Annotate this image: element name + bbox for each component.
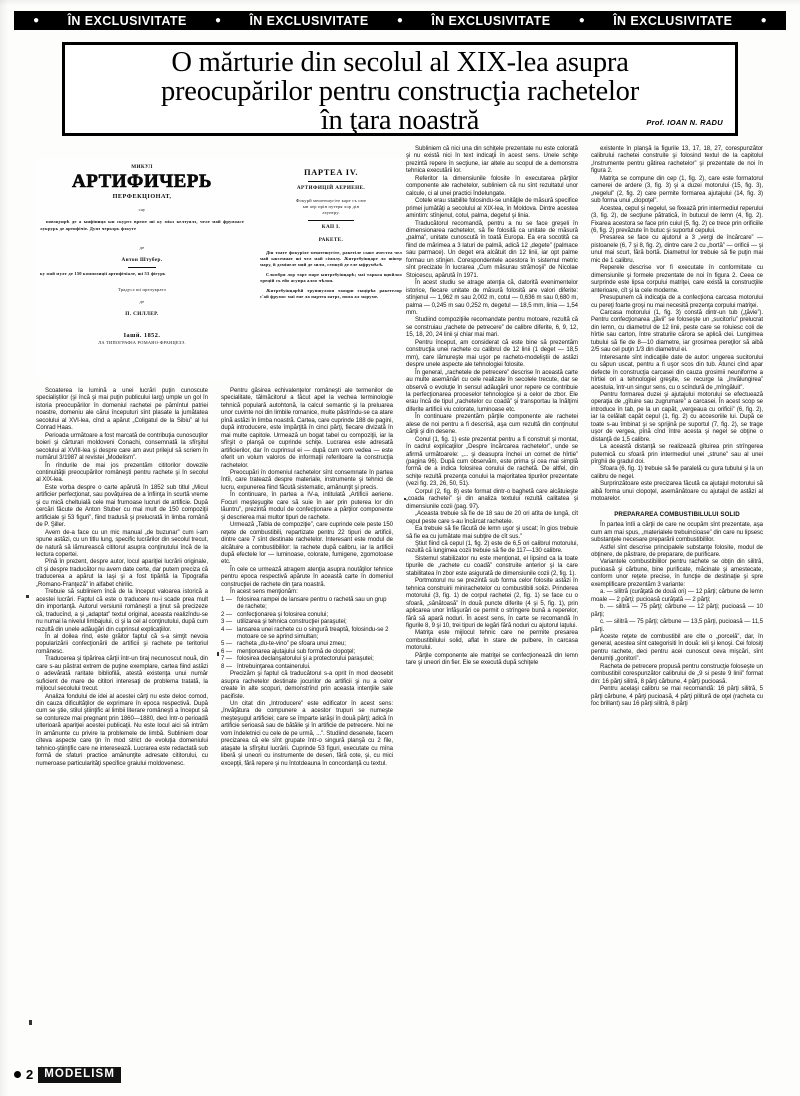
- footer-bullet-icon: [14, 1071, 21, 1078]
- article-paragraph: existente în planşă la figurile 13, 17, 18, 27, corespunzător calibrului rachetei construite şi folosind textul de la capitolul „Instrumente pentru gătirea rachetelor” şi prezentate de noi în figura 2.: [591, 146, 763, 175]
- facsimile-connector: сау: [138, 207, 146, 212]
- list-item-text: menţionarea ajutajului sub formă de clopoţel;: [237, 648, 356, 655]
- article-list-item: [221, 649, 393, 656]
- article-paragraph: Carcasa motorului (1, fig. 3) constă dintr-un tub („ţăvie”). Pentru confecţionarea „ţăvii” se foloseşte un „sucitorîu” prelucrat din lemn, cu diametrul de 12 linii, peste care se roluiesc coli de hîrtie sau carton, între straturile cărora se aplică clei. Lungimea tubului să fie de 8—10 diametre, iar grosimea pereţilor să aibă 2/5 sau cel puţin 1/3 din diametrul ei.: [591, 309, 763, 354]
- facsimile-chapter-para: Ѫнтребуінцарѣй трупшулоои таоцри гыцірѣа ракетелор с'ай фрумос маі ене ла партеа ѳатрэ, пома ал зыруме.: [260, 287, 402, 300]
- article-paragraph: În acest studiu se atrage atenţia că, datorită evenimentelor istorice, fiecare unitate de măsură folosită are valori diferite: stînjenul — 1,962 m sau 2,002 m, cotul — 0,636 m sau 0,680 m, palma — 0,245 m sau 0,252 m, degetul — 18,5 mm, linia — 1,54 mm.: [406, 280, 578, 316]
- scan-edge-shadow: [0, 0, 8, 1096]
- banner-text: ÎN EXCLUSIVITATE: [613, 13, 733, 28]
- facsimile-chapter-para: Дін тоате фокуріле мештешугіте, ракетіле сынт ачестеа чел май ынсемнат ші чел май сімплу. Ѫнтребуінцаре ло шінтр мару, й дэмінеле мяй де зилм, семнуй де еле ыфрумѣсѣ.: [260, 249, 402, 268]
- scan-edge-shadow-top: [0, 0, 800, 6]
- article-paragraph: Reperele descrise vor fi executate în conformitate cu dimensiunile şi formele prezentate de noi în figura 2. Ceea ce surprinde este lipsa corpului matriţei, care există la construcţiile anterioare, cît şi la cele moderne.: [591, 265, 763, 294]
- facsimile-chapter-title: РАКЕТЕ.: [318, 236, 344, 243]
- article-paragraph: Portmotorul nu se prezintă sub forma celor folosite astăzi în tehnica construirii minirachetelor cu combustibili solizi. Prinderea motorului (3, fig. 1) de corpul rachetei (2, fig. 1) se face cu o sfoară, „sănătoasă” în două puncte diferite (4 şi 5, fig. 1), prin aplicarea unor înfăşurări ce permit o strîngere bună a reperelor, fără să apară noduri. În acest sens, în carte se recomandă în figurile 8, 9 şi 10, trei tipuri de legări fără noduri cu ajutorul laţului.: [406, 578, 578, 629]
- facsimile-pretitle: МИКУЛ: [131, 164, 153, 170]
- article-paragraph: Preocupări în domeniul rachetelor sînt consemnate în partea întîi, care tratează despre materiale, instrumente şi tehnici de lucru, expunerea fiind făcută sistematic, amănunţit şi precis.: [221, 469, 393, 491]
- facsimile-printer: ЛА ТИПОГРАФІА РОМАНО-ФРАНЦЕЗЭ.: [98, 340, 186, 346]
- facsimile-city-year: Іашй. 1852.: [123, 332, 161, 340]
- facsimile-title-page: [36, 158, 248, 380]
- article-paragraph: Matriţa este mijlocul tehnic care ne permite presarea combustibilului solid, aflat în stare de pulbere, în carcasa motorului.: [406, 630, 578, 652]
- article-list-item: [221, 612, 393, 619]
- list-item-number: 4 —: [221, 626, 232, 633]
- article-paragraph: Sfoara (6, fig. 1) trebuie să fie paralelă cu gura tubului şi la un calibru de negel.: [591, 466, 763, 480]
- facsimile-part-heading: ПАРТЕА IV.: [303, 167, 359, 177]
- article-paragraph: Aceste reţete de combustibil are clte o „porcelă”, dar, în general, acestea sînt categorisiti în două: ieli şi lenoşi. Cei folosiţi pentru rachete, deci pentru acei cunoscut ceva mişcări, sînt denumiţi „gonitori”.: [591, 634, 763, 663]
- article-paragraph: Variantele combustibililor pentru rachete se obţin din silitră, pucioasă şi cărbune, bine purificate, măcinate şi amestecate, conform unor reţete precise, în funcţie de destinaţie şi spre exemplificare prezentăm 3 variante:: [591, 559, 763, 588]
- scan-speck: [217, 652, 219, 656]
- list-item-number: 5 —: [221, 641, 232, 648]
- facsimile-section-sub-3: лэунтру.: [322, 210, 340, 216]
- facsimile-blurb: [36, 219, 248, 232]
- facsimile-author: Антон Штубер.: [121, 257, 163, 264]
- facsimile-chapter-page: [248, 158, 406, 380]
- article-paragraph: Urmează „Tabla de compoziţie”, care cuprinde cele peste 150 reţete de combustibili, repartizate pentru 22 tipuri de artificii, dintre care 7 sînt destinate rachetelor. Interesant este modul de alcătuire a combustibililor: la rachete după calibru, iar la artificii după efectele lor — luminoase, colorate, fumigene, zgomotoase etc.: [221, 522, 393, 566]
- page-footer: [14, 1067, 121, 1084]
- article-paragraph: Matriţa se compune din cep (1, fig. 2), care este formatorul camerei de ardere (3, fig. 3) şi a duzei motorului (15, fig. 3), „negelul” (2, fig. 2) care permite formarea ajutajului (14, fig. 3) sub forma unui „clopoţel”.: [591, 175, 763, 205]
- article-paragraph: Pînă în prezent, despre autor, locul apariţiei lucrării originale, cît şi despre traducător nu avem date certe, dar putem preciza că traducerea a apărut la Iaşi şi a fost tipărită la Tipografia „Romano-Franţeză” în alfabet chirilic.: [36, 559, 208, 588]
- article-paragraph: Presarea se face cu ajutorul a 3 „vergi de încărcare” — pistoanele (6, 7 şi 8, fig. 2), dintre care 2 cu „bortă” — orificii — şi unul mai scurt, fără bortă. Diametrul lor trebuie să fie puţin mai mic de 1 calibru.: [591, 235, 763, 264]
- article-paragraph: Subliniem că nici una din schiţele prezentate nu este colorată şi nu există nici în text indicaţii în acest sens. Unele schiţe prezintă repere în secţiune, iar altele au scopul de a demonstra tehnica executării lor.: [406, 146, 578, 175]
- article-paragraph: Avem de-a face cu un mic manual „de buzunar” cum i-am spune astăzi, cu un titlu lung, specific lucrărilor din secolul trecut, de natură să lămurească cititorul asupra conţinutului încă de la lectura copertei.: [36, 529, 208, 558]
- facsimile-section-sub-1: Фокурй мештешугіте каре съ сюе: [295, 198, 367, 203]
- facsimile-blurb-text: повэцуирѣ де а ынфіинца ын скуртэ време ші ку мікэ келтуялэ, челе май фрумоасе лукрурь де артифічіе. Дупэ черкэрь фэкуте: [40, 219, 244, 231]
- article-column-4: [591, 146, 763, 709]
- article-paragraph: Studiind compoziţiile recomandate pentru motoare, rezultă că se construiau „rachete de petrecere” de calibre diferite, 6, 9, 12, 15, 18, 20, 24 linii şi chiar mai mari.: [406, 317, 578, 339]
- list-item-text: racheta „du-te-vino” pe sfoara unui zmeu;: [237, 641, 346, 648]
- article-list-item: [221, 619, 393, 626]
- list-item-text: confecţionarea şi folosirea conului;: [237, 611, 328, 618]
- facsimile-credit: [36, 271, 248, 277]
- headline-line-3: în ţara noastră: [320, 105, 480, 136]
- article-list-item: [221, 627, 393, 642]
- article-column-1: [36, 388, 208, 768]
- section-subheading: PREPARAREA COMBUSTIBILULUI SOLID: [614, 510, 740, 518]
- article-paragraph: Pentru găsirea echivalenţelor româneşti ale termenilor de specialitate, tălmăcitorul a făcut apel la vechea terminologie tehnică populară autohtonă, la calcul semantic şi la preluarea unor cuvinte noi din limbile romanice, multe păstrîndu-se ca atare pînă astăzi în limba noastră. Cartea, care cuprinde 188 de pagini, după introducere, este împărţită în cinci părţi, fiecare divizată în mai multe capitole. Urmează un bogat tabel cu compoziţii, iar la sfîrşit o planşă ce cuprinde schiţe. Lucrarea este adresată artificierilor, dar în cuprinsul ei — după cum vom vedea — este oferit un volum valoros de informaţii referitoare la construcţia rachetelor.: [221, 388, 393, 469]
- article-paragraph: În partea întîi a cărţii de care ne ocupăm sînt prezentate, aşa cum am mai spus, „materialele trebuincioase” din care nu lipsesc substanţele necesare preparării combustibililor.: [591, 522, 763, 544]
- article-list-item: [221, 641, 393, 648]
- article-paragraph: La această distanţă se realizează gîtuirea prin strîngerea puternică cu sfoară prin intermediul unei „strune” sau al unei pîrghii de gradul doi.: [591, 444, 763, 466]
- list-item-text: întrebuinţarea containerului.: [237, 663, 311, 670]
- article-column-2: [221, 388, 393, 768]
- article-paragraph: Ea trebuie să fie făcută de lemn uşor şi uscat; în gios trebuie să fie ea cu jumătate mai subţire de cît sus.”: [406, 526, 578, 540]
- article-paragraph: Sistemul stabilizator nu este menţionat, el lipsind ca la toate tipurile de „rachete cu coadă” construite anterior şi la care stabilitatea în zbor este asigurată de dimensiunile cozii (2, fig. 1).: [406, 555, 578, 577]
- banner-text: ÎN EXCLUSIVITATE: [67, 13, 187, 28]
- facsimile-section-sub-2: ын аер прін путеря лор дін: [302, 204, 360, 210]
- facsimile-chapter-body: [256, 250, 406, 301]
- article-paragraph: Cotele erau stabilite folosindu-se unităţile de măsură specifice primei jumătăţi a secolului al XIX-lea, în Moldova. Dintre acestea amintim: stînjenul, cotul, palma, degetul şi linia.: [406, 198, 578, 220]
- article-paragraph: În general, „rachetele de petrecere” descrise în această carte au multe asemănări cu cele realizate în secolele trecute, dar se observă o evoluţie în sensul adăugării unor repere ce contribuie la perfecţionarea proceselor tehnologice şi a celor de zbor. Ele erau încă de tipul „rachetelor cu coadă” şi transportau la înălţimi diferite artificii viu colorate, luminoase etc.: [406, 369, 578, 413]
- article-paragraph: Perioada următoare a fost marcată de contribuţia cunoscuţilor boieri şi cărturari moldoveni Conachi, consemnată la sfîrşitul secolului al XVIII-lea şi despre care am avut prilejul să scriem în numărul 3/1987 al revistei „Modelism”.: [36, 432, 208, 462]
- article-paragraph: Conul (1, fig. 1) este prezentat pentru a fi construit şi montat, în cadrul explicaţiilor „Despre încărcarea rachetelor”, unde se afirmă următoarele: „... şi deasupra închei un cornet de hîrtie” (pagina 96). După cum observăm, este prima şi cea mai simplă formă de a indica folosirea conului de rachetă. De altfel, din schiţe rezultă prezenţa conului la majoritatea tipurilor prezentate (vezi fig. 23, 26, 50, 51).: [406, 436, 578, 488]
- article-paragraph: Ştiut fiind că cepul (1, fig. 2) este de 6,5 ori calibrul motorului, rezultă că lungimea cozii trebuie să fie de 117—130 calibre.: [406, 541, 578, 555]
- headline-line-1: O mărturie din secolul al XIX-lea asupra: [171, 47, 629, 78]
- article-paragraph: Un citat din „Introducere” este edificator în acest sens: „învăţătura de compunere a acestor trupuri se numeşte meşteşugul artificiei; care se împarte iarăşi în două părţi; adică în artificie serioasă sau de bătălie şi în artificie de petrecere. Noi ne vom îndeletnici cu cele de pe urmă, ...”. Studiind desenele, facem precizarea că ele sînt grupate într-o singură planşă cu 2 file, ataşate la sfîrşitul lucrării. Cuprinde 53 figuri, executate cu mîna liberă şi uneori cu instrumente de desen, fără cote, şi, cu mici excepţii, fără repere şi nu întotdeauna în concordanţă cu textul.: [221, 701, 393, 767]
- article-paragraph: În cele ce urmează atragem atenţia asupra noutăţilor tehnice pentru epoca respectivă apărute în această carte în domeniul construcţiei de rachete din ţara noastră.: [221, 566, 393, 588]
- facsimile-translator-by: де: [139, 298, 145, 304]
- list-item-text: lansarea unei rachete cu o singură treaptă, folosindu-se 2 motoare ce se aprind simultan;: [237, 626, 389, 640]
- banner-bullet-icon: ●: [396, 14, 403, 26]
- facsimile-translated-label: Традусэ ші прелукратэ: [118, 286, 166, 292]
- article-paragraph: b. — silitră — 75 părţi; cărbune — 12 părţi; pucioasă — 10 părţi;: [591, 604, 763, 618]
- scan-speck: [26, 595, 29, 598]
- list-item-text: utilizarea şi tehnica construcţiei paraşutei;: [237, 619, 347, 626]
- facsimile-section-heading: АРТИФИЦІЙ АЕРИЕНЕ.: [296, 185, 366, 191]
- page-number: 2: [26, 1067, 34, 1083]
- list-item-number: 8 —: [221, 663, 232, 670]
- article-paragraph: Presupunem că indicaţia de a confecţiona carcasa motorului cu pereţi foarte groşi nu mai necesită prezenţa corpului matriţei.: [591, 295, 763, 309]
- list-item-number: 3 —: [221, 619, 232, 626]
- banner-bullet-icon: ●: [760, 14, 767, 26]
- scan-speck: [29, 1020, 32, 1025]
- article-paragraph: Pentru formarea duzei şi ajutajului motorului se efectuează operaţia de „gîtuire sau zugrumare” a carcasei. În acest scop se introduce în tab, pe la un capăt, „vergeaua cu orificii” (6, fig. 2), iar la celălalt capăt cepul (1, fig. 2) cu accesoriile lui. După ce toate s-au îmbinat şi se sprijină pe suportul (7, fig. 2), se trage uşor de vergea, pînă cînd între acesta şi negel se obţine o distanţă de 1,5 calibre.: [591, 391, 763, 443]
- banner-text: ÎN EXCLUSIVITATE: [431, 13, 551, 28]
- facsimile-chapter-para: Сломбря лор таре маре ынтребуінцарѣ; маі таркоа щюйлоо трецій съ ейо асупра алоо чѣлои.: [260, 271, 402, 284]
- article-byline: Prof. IOAN N. RADU: [646, 118, 723, 127]
- article-column-3: [406, 146, 578, 668]
- article-paragraph: Scoaterea la lumină a unei lucrări puţin cunoscute specialiştilor (şi încă şi mai puţin publicului larg) umple un gol în istoria preocupărilor în domeniul rachetei pe pămîntul patriei noastre, domeniu ale cărui începuturi sînt plasate la jumătatea secolului al XVI-lea, cînd a apărut „Coligatul de la Sibiu” al lui Conrad Haas.: [36, 388, 208, 432]
- article-paragraph: c. — silitră — 75 părţi; cărbune — 13,5 părţi, pucioasă — 11,5 părţi.: [591, 619, 763, 633]
- facsimile-subtitle: ПЕРФЕКЦІОНАТ,: [112, 193, 172, 200]
- article-paragraph: În al doilea rînd, este grăitor faptul că s-a simţit nevoia popularizării confecţionării de artificii şi rachete pe teritoriul românesc.: [36, 633, 208, 655]
- article-paragraph: Traducerea şi tipărirea cărţii într-un tiraj necunoscut nouă, din care s-au păstrat extrem de puţine exemplare, cartea fiind astăzi o adevărată raritate bibliofilă, atestă existenţa unui număr suficient de mare de cititori interesaţi de problema tratată, la mijlocul secolului trecut.: [36, 656, 208, 693]
- article-paragraph: În continuare prezentăm părţile componente ale rachetei alese de noi pentru a fi descrisă, aşa cum rezultă din conţinutul cărţii şi din desene.: [406, 414, 578, 436]
- article-paragraph: Traducătorul recomandă, pentru a nu se face greşeli în dimensionarea rachetelor, să fie folosită ca unitate de măsură „palma”, unitate cunoscută în toată Europa. Ea era socotită ca fiind de mărimea a 3 laturi de palmă, adică 12 „degete” (palmace sau parmace). Un deget era alcătuit din 12 linii, iar opt palme formau un stînjen. Corespondentele acestora în sistemul metric sînt precizate în lucrarea „Cum măsurau strămoşii” de Nicolae Stoicescu, apărută în 1971.: [406, 220, 578, 279]
- banner-bullet-icon: ●: [215, 14, 222, 26]
- article-paragraph: Acestea, cepul şi negelul, se fixează prin intermediul reperului (3, fig. 2), de secţiune pătratică, în butucul de lemn (4, fig. 2). Fixarea acestora se face prin cuiul (5, fig. 2) ce trece prin orificiile (6, fig. 2) prevăzute în butuc şi suportul cepului.: [591, 205, 763, 234]
- article-list-item: [221, 597, 393, 612]
- article-paragraph: Analiza fondului de idei al acestei cărţi nu este deloc comod, din cauza dificultăţilor de exprimare în epoca respectivă. După cum se ştie, stilul ştiinţific al limbii literare româneşti a început să se contureze mai pregnant prin 1860—1880, deci într-o perioadă ulterioară apariţiei acestei publicaţii. Nu este locul aici să intrăm în amănunte cu privire la problemele de limbă. Subliniem doar cîteva aspecte care ţin în mod strict de evoluţia domeniului tehnico-ştiinţific care ne interesează. Lucrarea este redactată sub formă de sfaturi practice amănunţite adresate cititorului, cu numeroase particularităţi specifice graiului moldovenesc.: [36, 693, 208, 767]
- article-paragraph: În acest sens menţionăm:: [230, 589, 298, 596]
- facsimile-translator: П. СИЛЛЕР.: [125, 311, 159, 318]
- article-list-item: [221, 656, 393, 663]
- list-item-number: 2 —: [221, 611, 232, 618]
- article-paragraph: a. — silitră (curăţată de două ori) — 12 părţi; cărbune de lemn moale — 2 părţi; pucioasă curăţată — 2 părţi;: [591, 589, 763, 603]
- article-paragraph: Surprinzătoare este precizarea făcută ca ajutajul motorului să aibă forma unui clopoţel, asemănătoare cu ajutajul de astăzi al motoarelor.: [591, 481, 763, 503]
- article-paragraph: În continuare, în partea a IV-a, intitulată „Artificii aeriene. Focuri meşteşugite care să suie în aer prin puterea lor din lăuntru”, prezintă modul de confecţionare a părţilor componente şi descrierea mai multor tipuri de rachete.: [221, 492, 393, 521]
- list-item-number: 7 —: [221, 656, 232, 663]
- masthead-logo: MODELISM: [38, 1067, 121, 1084]
- article-paragraph: Interesante sînt indicaţiile date de autor: ungerea sucitorului cu săpun uscat, pentru a fi uşor scos din tub. Atunci cînd apar defecte în construcţia carcasei din cauza grosimii neuniforme a hîrtiei ori a tehnologiei greşite, se recurge la „învălungirea” acestuia, într-un singur sens, cu o scîndură de „mîngăluit”.: [591, 354, 763, 391]
- article-paragraph: Trebuie să subliniem încă de la început valoarea istorică a acestei lucrări. Faptul că este o traducere nu-i scade prea mult din importanţă. Autorul versiunii româneşti a ţinut să precizeze că, traducînd, a şi „adaptat” textul original, aceasta realizîndu-se nu numai la nivelul limbajului, ci şi la cel al conţinutului, după cum rezultă din unele adăugări din cuprinsul explicaţiilor.: [36, 589, 208, 633]
- article-paragraph: Corpul (2, fig. 8) este format dintr-o baghetă care alcătuieşte „coada rachetei” şi din analiza textului rezultă calitatea şi dimensiunile cozii (pag. 97).: [406, 488, 578, 510]
- article-paragraph: Astfel sînt descrise principalele substanţe folosite, modul de obţinere, de păstrare, de preparare, de purificare.: [591, 544, 763, 559]
- facsimile-chapter-heading: КАП I.: [321, 223, 341, 230]
- facsimile-by-word: де: [139, 245, 145, 251]
- list-item-text: folosirea rampei de lansare pentru o rachetă sau un grup de rachete;: [237, 596, 387, 611]
- list-item-text: folosirea declanşatorului şi a protectorului paraşutei;: [237, 656, 374, 663]
- facsimile-figure: [36, 158, 408, 380]
- banner-bullet-icon: ●: [578, 14, 585, 26]
- article-list-item: [221, 664, 393, 671]
- article-paragraph: În rîndurile de mai jos prezentăm cititorilor dovezile continuităţii preocupărilor româneşti pentru rachete şi în secolul al XIX-lea.: [36, 462, 208, 484]
- article-paragraph: „Aceasta trebuie să fie de 18 sau de 20 ori atîta de lungă, cît cepul peste care s-au încărcat rachetele.: [406, 511, 578, 525]
- list-item-number: 6 —: [221, 648, 232, 655]
- facsimile-credit-text: ку май мулт де 150 композиціі артифічіале, ші 53 фігурь: [40, 271, 166, 277]
- banner-text: ÎN EXCLUSIVITATE: [249, 13, 369, 28]
- headline-box: [62, 42, 738, 136]
- article-paragraph: Părţile componente ale matriţei se confecţionează din lemn tare şi uneori din fier. Ele se execută după schiţele: [406, 652, 578, 667]
- facsimile-title: АРТИФИЧЕРЬ: [72, 171, 212, 192]
- article-paragraph: Este vorba despre o carte apărută în 1852 sub titlul „Micul artificier perfecţionat, sau povăţuirea de a înfiinţa în scurtă vreme şi cu mică cheltuială cele mai frumoase lucruri de artificie. După cercări făcute de Anton Stuber cu mai mult de 150 compoziţii artificiale şi 53 figuri”, fiind tradusă şi prelucrată în limba română de P. Şiller.: [36, 484, 208, 529]
- article-paragraph: Referitor la dimensiunile folosite în executarea părţilor componente ale rachetelor, subliniem că nu sînt rezultatul unor calcule, ci al unei practici îndelungate.: [406, 175, 578, 197]
- headline-line-2: preocupărilor pentru construcţia rachetelor: [160, 76, 640, 107]
- article-paragraph: Racheta de petrecere propusă pentru construcţie foloseşte un combustibil corespunzător calibrului de „9 si peste 9 linii” format din: 16 părţi silitră, 8 părţi cărbune, 4 părţi pucioasă.: [591, 663, 763, 685]
- article-paragraph: Pentru acelaşi calibru se mai recomandă: 16 părţi silitră, 5 părţi cărbune, 4 părţi pucioasă, 4 părţi pilitură de oţel (racheta cu foc brillant) sau 16 părţi silitră, 8 părţi: [591, 686, 763, 708]
- article-paragraph: Pentru început, am considerat că este bine să prezentăm construcţia unei rachete cu calibrul de 12 linii (1 deget — 18,5 mm), care lămureşte mai uşor pe racheto-modeliştii de astăzi despre unele aspecte ale tehnologiei folosite.: [406, 339, 578, 369]
- article-paragraph: Precizăm şi faptul că traducătorul s-a oprit în mod deosebit asupra rachetelor destinate jocurilor de artificii şi nu a celor create în alte scopuri, demonstrînd prin aceasta intenţiile sale pacifiste.: [221, 671, 393, 700]
- list-item-number: 1 —: [221, 596, 232, 603]
- banner-bullet-icon: ●: [33, 14, 40, 26]
- exclusivity-banner: [14, 11, 786, 30]
